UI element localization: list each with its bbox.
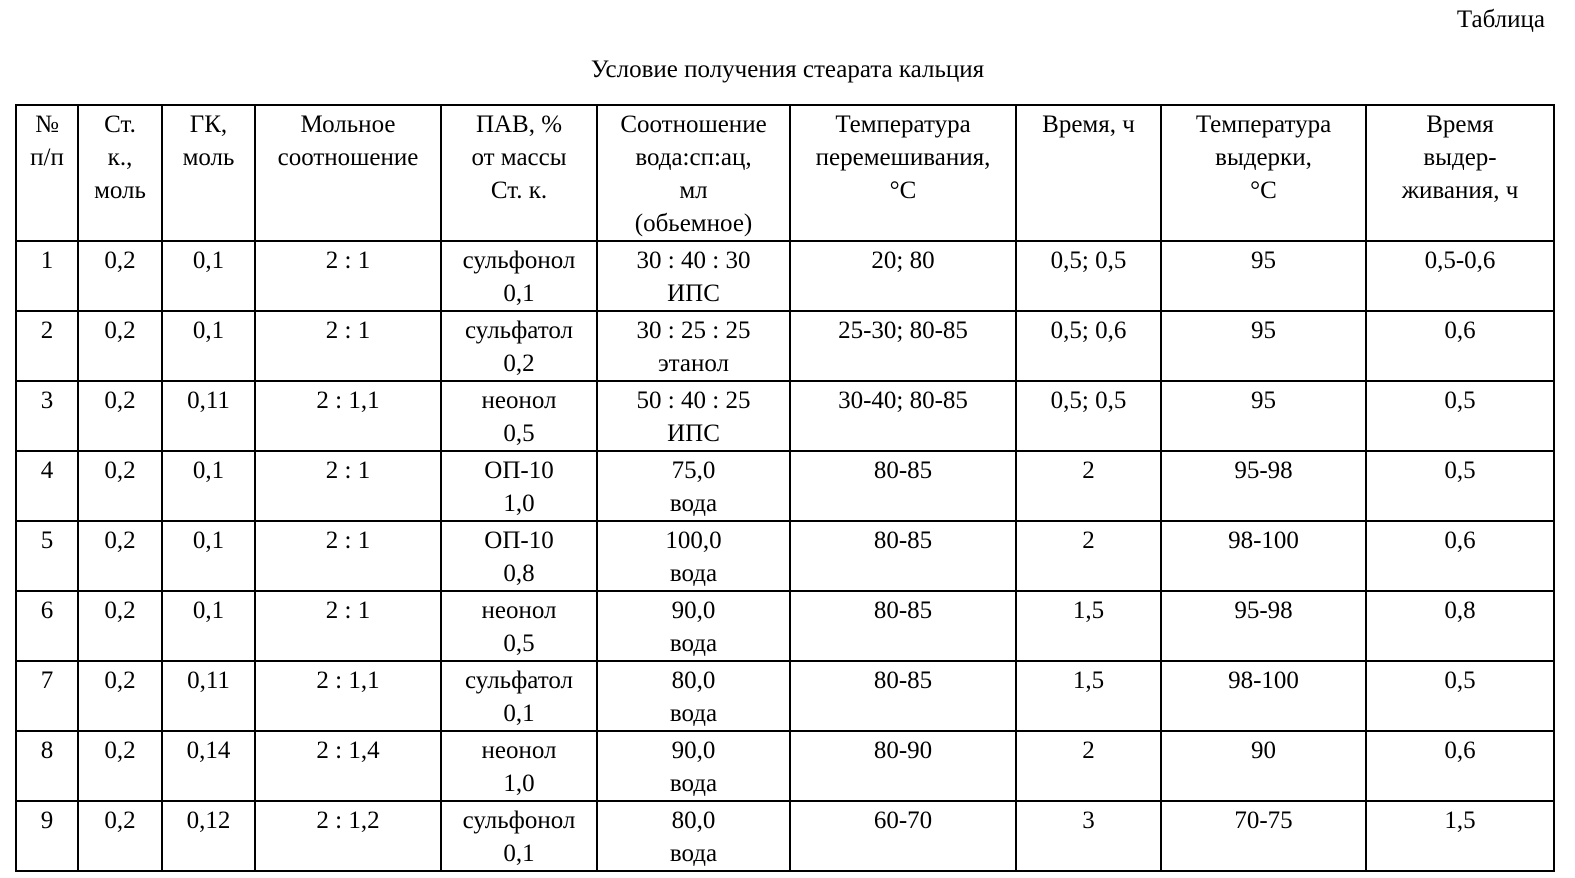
cell-number: 5 bbox=[16, 521, 78, 591]
table-row bbox=[16, 801, 1554, 871]
cell-solvent-ratio: 50 : 40 : 25 ИПС bbox=[597, 381, 790, 451]
cell-aging-time: 0,5 bbox=[1366, 451, 1554, 521]
header-stearic-acid: Ст. к., моль bbox=[78, 105, 162, 241]
table-label: Таблица bbox=[1456, 6, 1545, 33]
cell-surfactant: неонол 0,5 bbox=[441, 381, 597, 451]
cell-aging-temperature: 98-100 bbox=[1161, 521, 1366, 591]
cell-time: 0,5; 0,6 bbox=[1016, 311, 1161, 381]
cell-gk: 0,1 bbox=[162, 241, 255, 311]
cell-stearic-acid: 0,2 bbox=[78, 521, 162, 591]
cell-aging-time: 0,6 bbox=[1366, 311, 1554, 381]
header-mixing-temperature: Температура перемешивания, °С bbox=[790, 105, 1016, 241]
cell-surfactant: сульфонол 0,1 bbox=[441, 241, 597, 311]
cell-number: 1 bbox=[16, 241, 78, 311]
cell-surfactant: сульфонол 0,1 bbox=[441, 801, 597, 871]
table-row bbox=[16, 311, 1554, 381]
cell-mixing-temperature: 80-85 bbox=[790, 591, 1016, 661]
cell-solvent-ratio: 90,0 вода bbox=[597, 731, 790, 801]
cell-surfactant: неонол 0,5 bbox=[441, 591, 597, 661]
cell-mixing-temperature: 30-40; 80-85 bbox=[790, 381, 1016, 451]
cell-molar-ratio: 2 : 1,1 bbox=[255, 381, 441, 451]
table-title: Условие получения стеарата кальция bbox=[590, 56, 985, 83]
cell-time: 2 bbox=[1016, 451, 1161, 521]
cell-number: 9 bbox=[16, 801, 78, 871]
cell-mixing-temperature: 80-85 bbox=[790, 521, 1016, 591]
cell-number: 4 bbox=[16, 451, 78, 521]
cell-aging-temperature: 70-75 bbox=[1161, 801, 1366, 871]
cell-molar-ratio: 2 : 1 bbox=[255, 521, 441, 591]
cell-aging-temperature: 90 bbox=[1161, 731, 1366, 801]
cell-aging-temperature: 95-98 bbox=[1161, 451, 1366, 521]
header-gk: ГК, моль bbox=[162, 105, 255, 241]
cell-surfactant: сульфатол 0,2 bbox=[441, 311, 597, 381]
cell-stearic-acid: 0,2 bbox=[78, 661, 162, 731]
table-row bbox=[16, 451, 1554, 521]
cell-molar-ratio: 2 : 1 bbox=[255, 241, 441, 311]
cell-solvent-ratio: 30 : 40 : 30 ИПС bbox=[597, 241, 790, 311]
header-number: № п/п bbox=[16, 105, 78, 241]
cell-number: 2 bbox=[16, 311, 78, 381]
cell-aging-time: 0,6 bbox=[1366, 731, 1554, 801]
cell-mixing-temperature: 60-70 bbox=[790, 801, 1016, 871]
cell-time: 3 bbox=[1016, 801, 1161, 871]
cell-gk: 0,11 bbox=[162, 381, 255, 451]
cell-number: 8 bbox=[16, 731, 78, 801]
cell-gk: 0,1 bbox=[162, 521, 255, 591]
header-solvent-ratio: Соотношение вода:сп:ац, мл (обьемное) bbox=[597, 105, 790, 241]
cell-stearic-acid: 0,2 bbox=[78, 451, 162, 521]
cell-gk: 0,1 bbox=[162, 311, 255, 381]
cell-surfactant: ОП-10 1,0 bbox=[441, 451, 597, 521]
cell-mixing-temperature: 80-85 bbox=[790, 451, 1016, 521]
cell-gk: 0,12 bbox=[162, 801, 255, 871]
cell-time: 1,5 bbox=[1016, 661, 1161, 731]
header-time: Время, ч bbox=[1016, 105, 1161, 241]
cell-gk: 0,11 bbox=[162, 661, 255, 731]
cell-number: 7 bbox=[16, 661, 78, 731]
cell-mixing-temperature: 80-85 bbox=[790, 661, 1016, 731]
cell-number: 6 bbox=[16, 591, 78, 661]
cell-time: 0,5; 0,5 bbox=[1016, 241, 1161, 311]
table-row bbox=[16, 661, 1554, 731]
table-row bbox=[16, 241, 1554, 311]
cell-mixing-temperature: 20; 80 bbox=[790, 241, 1016, 311]
cell-aging-time: 0,6 bbox=[1366, 521, 1554, 591]
cell-solvent-ratio: 80,0 вода bbox=[597, 801, 790, 871]
cell-aging-time: 1,5 bbox=[1366, 801, 1554, 871]
cell-molar-ratio: 2 : 1,4 bbox=[255, 731, 441, 801]
cell-aging-time: 0,5 bbox=[1366, 381, 1554, 451]
cell-surfactant: сульфатол 0,1 bbox=[441, 661, 597, 731]
cell-aging-temperature: 95 bbox=[1161, 311, 1366, 381]
table-row bbox=[16, 521, 1554, 591]
cell-aging-time: 0,5-0,6 bbox=[1366, 241, 1554, 311]
cell-solvent-ratio: 30 : 25 : 25 этанол bbox=[597, 311, 790, 381]
cell-surfactant: ОП-10 0,8 bbox=[441, 521, 597, 591]
header-aging-time: Время выдер- живания, ч bbox=[1366, 105, 1554, 241]
cell-mixing-temperature: 25-30; 80-85 bbox=[790, 311, 1016, 381]
cell-time: 1,5 bbox=[1016, 591, 1161, 661]
cell-aging-time: 0,5 bbox=[1366, 661, 1554, 731]
cell-stearic-acid: 0,2 bbox=[78, 241, 162, 311]
cell-molar-ratio: 2 : 1 bbox=[255, 311, 441, 381]
cell-molar-ratio: 2 : 1 bbox=[255, 451, 441, 521]
cell-molar-ratio: 2 : 1 bbox=[255, 591, 441, 661]
conditions-table bbox=[15, 104, 1555, 872]
cell-mixing-temperature: 80-90 bbox=[790, 731, 1016, 801]
cell-time: 0,5; 0,5 bbox=[1016, 381, 1161, 451]
cell-solvent-ratio: 80,0 вода bbox=[597, 661, 790, 731]
cell-solvent-ratio: 75,0 вода bbox=[597, 451, 790, 521]
cell-time: 2 bbox=[1016, 521, 1161, 591]
header-aging-temperature: Температура выдерки, °С bbox=[1161, 105, 1366, 241]
header-surfactant: ПАВ, % от массы Ст. к. bbox=[441, 105, 597, 241]
cell-surfactant: неонол 1,0 bbox=[441, 731, 597, 801]
cell-aging-time: 0,8 bbox=[1366, 591, 1554, 661]
header-row bbox=[16, 105, 1554, 241]
cell-solvent-ratio: 90,0 вода bbox=[597, 591, 790, 661]
cell-aging-temperature: 95 bbox=[1161, 241, 1366, 311]
table-row bbox=[16, 731, 1554, 801]
table-body bbox=[16, 241, 1554, 871]
table-row bbox=[16, 591, 1554, 661]
cell-gk: 0,1 bbox=[162, 451, 255, 521]
table-row bbox=[16, 381, 1554, 451]
cell-stearic-acid: 0,2 bbox=[78, 801, 162, 871]
cell-time: 2 bbox=[1016, 731, 1161, 801]
cell-molar-ratio: 2 : 1,2 bbox=[255, 801, 441, 871]
cell-stearic-acid: 0,2 bbox=[78, 311, 162, 381]
cell-number: 3 bbox=[16, 381, 78, 451]
cell-stearic-acid: 0,2 bbox=[78, 591, 162, 661]
cell-gk: 0,14 bbox=[162, 731, 255, 801]
cell-aging-temperature: 95-98 bbox=[1161, 591, 1366, 661]
cell-aging-temperature: 98-100 bbox=[1161, 661, 1366, 731]
cell-stearic-acid: 0,2 bbox=[78, 731, 162, 801]
cell-molar-ratio: 2 : 1,1 bbox=[255, 661, 441, 731]
cell-aging-temperature: 95 bbox=[1161, 381, 1366, 451]
cell-stearic-acid: 0,2 bbox=[78, 381, 162, 451]
header-molar-ratio: Мольное соотношение bbox=[255, 105, 441, 241]
cell-solvent-ratio: 100,0 вода bbox=[597, 521, 790, 591]
cell-gk: 0,1 bbox=[162, 591, 255, 661]
